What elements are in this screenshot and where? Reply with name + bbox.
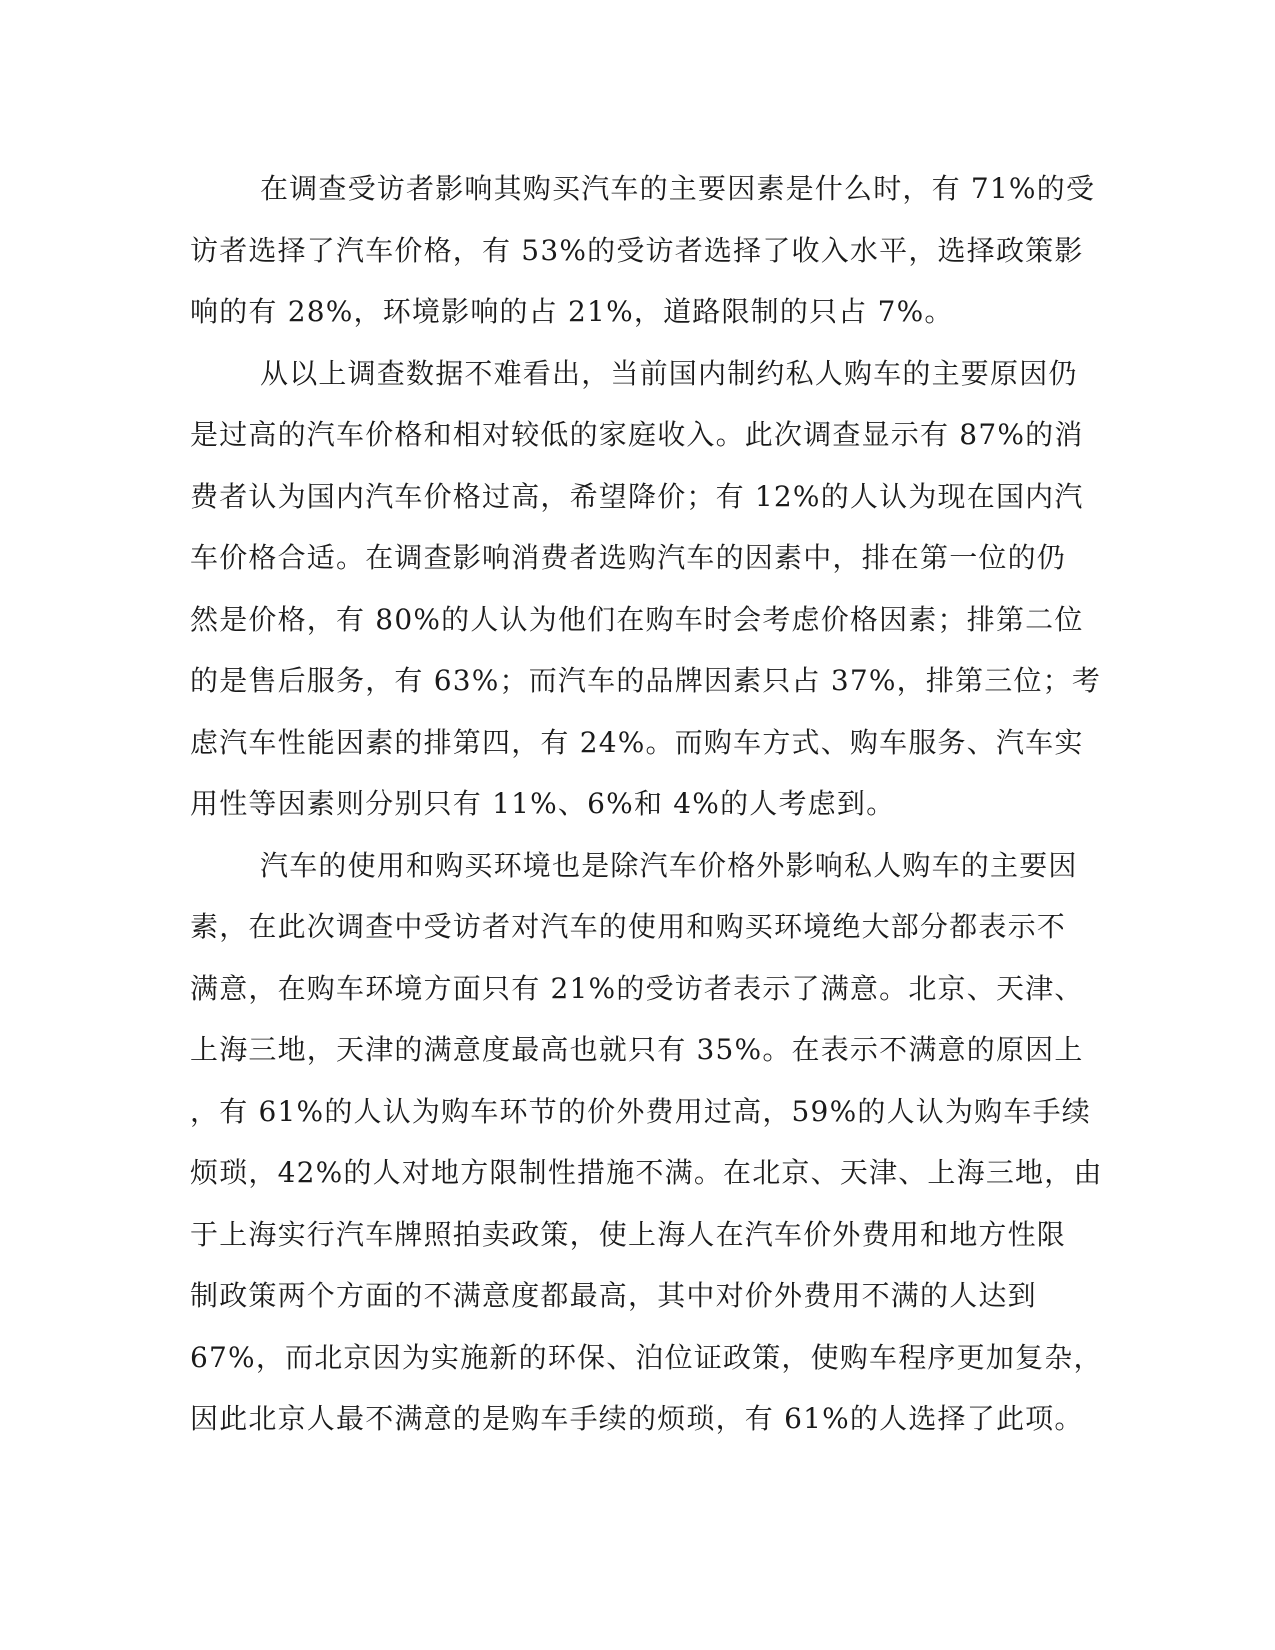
text-line: 因此北京人最不满意的是购车手续的烦琐，有 61%的人选择了此项。 xyxy=(190,1402,1084,1435)
text-line: 素，在此次调查中受访者对汽车的使用和购买环境绝大部分都表示不 xyxy=(190,910,1067,943)
text-line: 然是价格，有 80%的人认为他们在购车时会考虑价格因素；排第二位 xyxy=(190,602,1084,636)
text-line: 烦琐，42%的人对地方限制性措施不满。在北京、天津、上海三地，由 xyxy=(190,1156,1103,1189)
text-line: 用性等因素则分别只有 11%、6%和 4%的人考虑到。 xyxy=(190,787,896,820)
body-text xyxy=(190,158,1103,1450)
text-line: 上海三地，天津的满意度最高也就只有 35%。在表示不满意的原因上 xyxy=(190,1033,1084,1066)
paragraph-first-line: 从以上调查数据不难看出，当前国内制约私人购车的主要原因仍 xyxy=(260,356,1078,390)
paragraph-first-line: 汽车的使用和购买环境也是除汽车价格外影响私人购车的主要因 xyxy=(260,848,1078,882)
text-line: 费者认为国内汽车价格过高，希望降价；有 12%的人认为现在国内汽 xyxy=(190,479,1084,513)
text-line: 满意，在购车环境方面只有 21%的受访者表示了满意。北京、天津、 xyxy=(190,971,1084,1005)
text-line: 是过高的汽车价格和相对较低的家庭收入。此次调查显示有 87%的消 xyxy=(190,418,1084,451)
text-line: 67%，而北京因为实施新的环保、泊位证政策，使购车程序更加复杂， xyxy=(190,1340,1103,1374)
text-line: ，有 61%的人认为购车环节的价外费用过高，59%的人认为购车手续 xyxy=(190,1094,1091,1128)
text-line: 虑汽车性能因素的排第四，有 24%。而购车方式、购车服务、汽车实 xyxy=(190,725,1084,759)
paragraph-first-line: 在调查受访者影响其购买汽车的主要因素是什么时，有 71%的受 xyxy=(260,172,1096,205)
text-line: 响的有 28%，环境影响的占 21%，道路限制的只占 7%。 xyxy=(190,295,954,328)
text-line: 制政策两个方面的不满意度都最高，其中对价外费用不满的人达到 xyxy=(190,1279,1037,1312)
text-line: 访者选择了汽车价格，有 53%的受访者选择了收入水平，选择政策影 xyxy=(190,233,1084,267)
text-line: 的是售后服务，有 63%；而汽车的品牌因素只占 37%，排第三位；考 xyxy=(190,664,1102,697)
text-line: 车价格合适。在调查影响消费者选购汽车的因素中，排在第一位的仍 xyxy=(190,541,1067,574)
text-line: 于上海实行汽车牌照拍卖政策，使上海人在汽车价外费用和地方性限 xyxy=(190,1217,1067,1251)
